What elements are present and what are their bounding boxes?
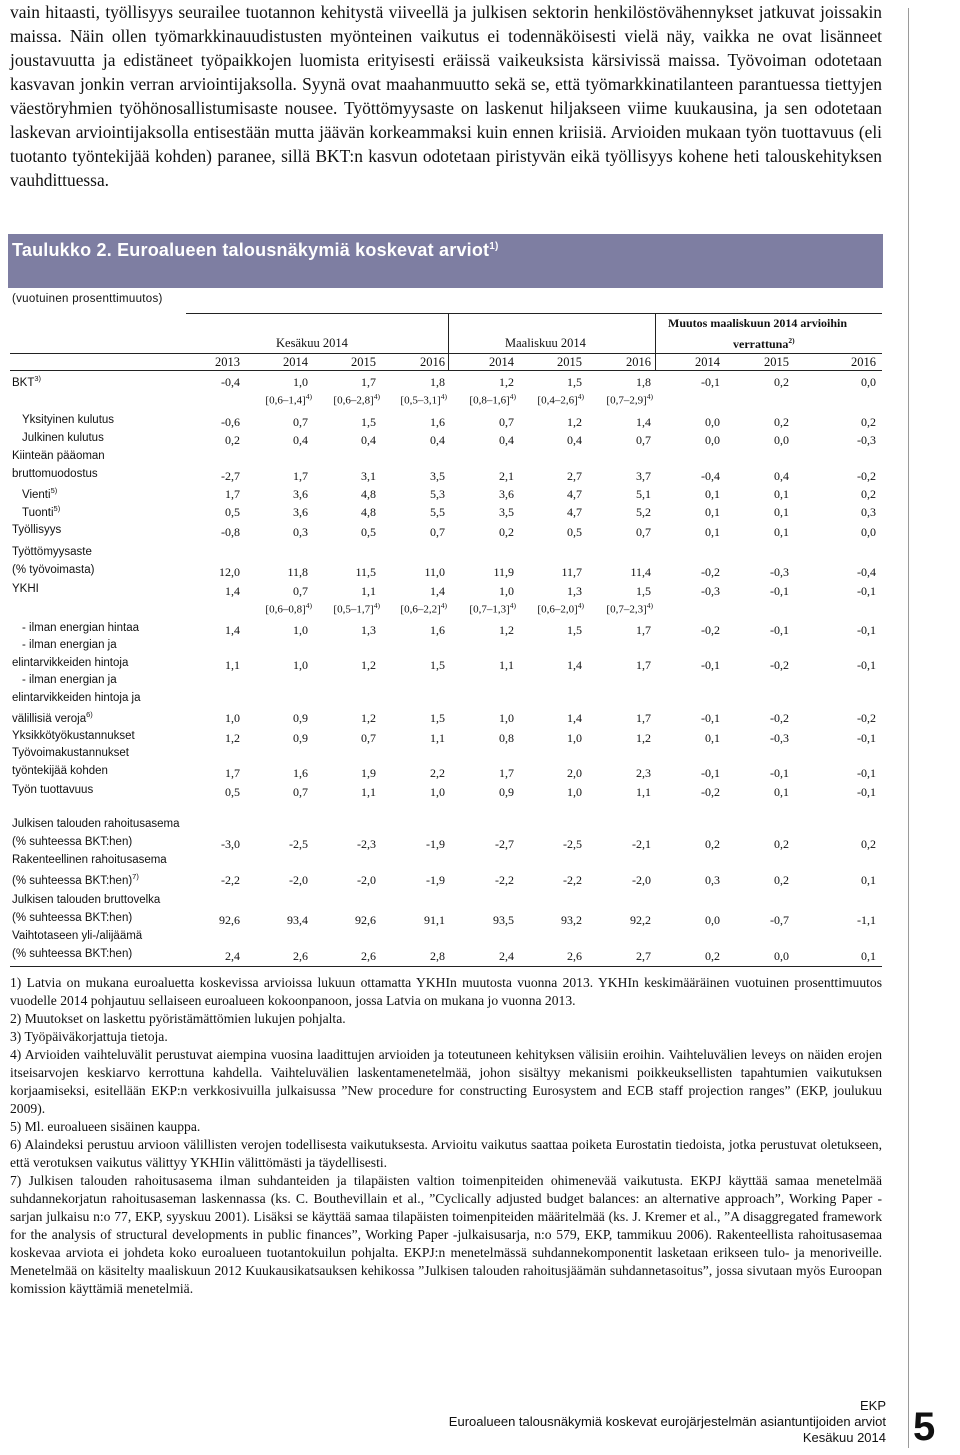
row-label: Työttömyysaste — [12, 546, 92, 558]
table-cell: 93,5 — [493, 913, 514, 927]
year-header: 2016 — [420, 355, 445, 369]
table-cell: 0,1 — [705, 505, 720, 519]
footnote: 7) Julkisen talouden rahoitusasema ilman suhdanteiden ja tilapäisten valtion toimenpiteiden ohimenevää vaikutusta. EKPJ käyttää samaa menetelmää suhdannekorjatun rahoitusaseman laskennassa (ks. C. Bouthevillain et al., ”Cyclically adjusted budget balances: an alternative approach”, Working Paper -sarjan julkaisu n:o 77, EKP, syyskuu 2001). Lisäksi se käyttää samaa tilapäisten toimenpiteiden määritelmää (ks. J. Kremer et al., ”A disaggregated framework for the analysis of structural developments in public finances”, Working Paper -julkaisusarja, n:o 579, EKP, tammikuu 2006). Rakenteellista rahoitusasemaa koskevaa arviota ei johdeta koko euroalueen tuotantokuilun pohjalta. EKPJ:n menetelmässä suhdannekomponentit lasketaan erikseen tulo- ja menoriveille. Menetelmää on käsitelty maaliskuun 2012 Kuukausikatsauksen kehikossa ”Julkisen talouden rahoitusjäämän suhdannetasoitus”, jossa sivutaan myös Euroopan komission käyttämiä menetelmiä. — [10, 1173, 882, 1296]
range-value: $[0,6-2,2]^{4)}$ — [400, 601, 447, 616]
group-header-muutos: Muutos maaliskuun 2014 arvioihin — [668, 316, 848, 330]
row-label: Vaihtotaseen yli-/alijäämä — [12, 930, 143, 942]
table-cell: 2,3 — [636, 766, 651, 780]
table-cell: 1,2 — [567, 415, 582, 429]
table-cell: 11,8 — [287, 565, 308, 579]
table-cell: -0,2 — [857, 711, 876, 725]
row-label: Julkinen kulutus — [22, 432, 104, 444]
footnote: 3) Työpäiväkorjattuja tietoja. — [10, 1029, 168, 1044]
table-cell: 93,4 — [287, 913, 308, 927]
footnote: 1) Latvia on mukana euroaluetta koskevissa arvioissa lukuun ottamatta YKHIn muutosta vuonna 2013. YKHIn keskimääräinen vuotuinen prosenttimuutos vuodelle 2014 pohjautuu sellaiseen euroalueen kokoonpanoon, jossa Latvia on mukana jo vuonna 2013. — [10, 975, 882, 1008]
range-value: $[0,6-1,4]^{4)}$ — [265, 392, 312, 407]
table-cell: 0,4 — [567, 433, 582, 447]
table-cell: 0,2 — [861, 837, 876, 851]
range-value: $[0,4-2,6]^{4)}$ — [537, 392, 584, 407]
row-label: YKHI — [12, 583, 39, 595]
table-cell: -2,0 — [289, 873, 308, 887]
year-header: 2014 — [283, 355, 308, 369]
table-cell: 1,5 — [567, 375, 582, 389]
table-cell: 3,7 — [636, 469, 651, 483]
table-bottom-rule — [10, 966, 882, 967]
footnote: 5) Ml. euroalueen sisäinen kauppa. — [10, 1119, 201, 1134]
table-cell: 93,2 — [561, 913, 582, 927]
table-cell: -0,2 — [701, 565, 720, 579]
table-cell: 0,2 — [225, 433, 240, 447]
table-cell: 11,7 — [561, 565, 582, 579]
year-header: 2016 — [626, 355, 651, 369]
range-value: $[0,7-2,3]^{4)}$ — [606, 601, 653, 616]
table-cell: 0,4 — [774, 469, 789, 483]
table-cell: 1,7 — [293, 469, 308, 483]
table-cell: 92,6 — [355, 913, 376, 927]
row-label: - ilman energian ja — [22, 674, 117, 686]
range-value: $[0,7-1,3]^{4)}$ — [469, 601, 516, 616]
table-cell: -1,9 — [426, 837, 445, 851]
table-cell: 2,2 — [430, 766, 445, 780]
table-cell: 1,0 — [430, 785, 445, 799]
footer-date: Kesäkuu 2014 — [802, 1430, 886, 1445]
table-cell: 1,7 — [225, 766, 240, 780]
table-cell: -2,2 — [221, 873, 240, 887]
table-cell: -2,0 — [357, 873, 376, 887]
table-cell: -0,1 — [701, 658, 720, 672]
table-subheader-rule — [10, 353, 882, 354]
table-cell: 0,2 — [705, 837, 720, 851]
table-cell: 3,6 — [293, 487, 308, 501]
table-cell: -0,1 — [770, 766, 789, 780]
table-cell: -0,2 — [770, 658, 789, 672]
table-cell: 0,5 — [225, 505, 240, 519]
year-header: 2014 — [489, 355, 514, 369]
table-cell: 1,8 — [636, 375, 651, 389]
table-cell: 5,5 — [430, 505, 445, 519]
table-cell: 1,7 — [225, 487, 240, 501]
table-cell: 0,7 — [430, 525, 445, 539]
table-cell: 4,7 — [567, 505, 582, 519]
row-label: (% työvoimasta) — [12, 564, 95, 576]
row-label: Julkisen talouden rahoitusasema — [12, 818, 180, 830]
footnote: 2) Muutokset on laskettu pyöristämättömien lukujen pohjalta. — [10, 1011, 346, 1026]
row-label: (% suhteessa BKT:hen) — [12, 948, 133, 960]
table-cell: 1,0 — [567, 731, 582, 745]
year-header: 2015 — [351, 355, 376, 369]
row-label: Yksityinen kulutus — [22, 414, 115, 426]
table-cell: 11,5 — [355, 565, 376, 579]
table-cell: 1,4 — [567, 658, 582, 672]
table-cell: -0,2 — [857, 469, 876, 483]
table-cell: 2,7 — [567, 469, 582, 483]
table-cell: -2,5 — [289, 837, 308, 851]
table-cell: -0,2 — [701, 623, 720, 637]
table-cell: 0,2 — [705, 949, 720, 963]
table-cell: 1,4 — [225, 623, 240, 637]
table-cell: 1,8 — [430, 375, 445, 389]
table-cell: -0,1 — [857, 584, 876, 598]
table-cell: 0,9 — [293, 731, 308, 745]
table-cell: 0,0 — [705, 433, 720, 447]
group-header-kesakuu: Kesäkuu 2014 — [276, 336, 348, 350]
table-cell: -0,4 — [221, 375, 240, 389]
row-label: työntekijää kohden — [12, 765, 108, 777]
table-cell: 1,0 — [293, 658, 308, 672]
row-label: elintarvikkeiden hintoja — [12, 657, 129, 669]
table-cell: -2,3 — [357, 837, 376, 851]
footnote: 6) Alaindeksi perustuu arvioon välillisten verojen todellisesta vaikutuksesta. Arvioitu vaikutus saattaa poiketa Eurostatin tiedoista, jotka perustuvat oletukseen, että verotuksen vaikutus välittyy YKHIin välittömästi ja täydellisesti. — [10, 1137, 882, 1170]
row-label: Kiinteän pääoman — [12, 450, 105, 462]
table-cell: 0,7 — [361, 731, 376, 745]
table-cell: 91,1 — [424, 913, 445, 927]
row-label: Työllisyys — [12, 524, 62, 536]
row-label: Työvoimakustannukset — [12, 747, 129, 759]
table-cell: 1,7 — [636, 658, 651, 672]
table-cell: 1,5 — [361, 415, 376, 429]
table-cell: 4,8 — [361, 505, 376, 519]
table-cell: 12,0 — [219, 565, 240, 579]
table-cell: 1,5 — [430, 658, 445, 672]
table-cell: 0,7 — [636, 433, 651, 447]
row-label: (% suhteessa BKT:hen)$^{7)}$ — [12, 872, 139, 887]
table-cell: 2,8 — [430, 949, 445, 963]
row-label: Julkisen talouden bruttovelka — [12, 894, 161, 906]
group-header-maaliskuu: Maaliskuu 2014 — [505, 336, 586, 350]
table-cell: 0,2 — [861, 415, 876, 429]
table-cell: -0,4 — [857, 565, 876, 579]
table-cell: -0,6 — [221, 415, 240, 429]
row-label: Rakenteellinen rahoitusasema — [12, 854, 167, 866]
table-cell: -0,1 — [857, 623, 876, 637]
table-cell: 3,6 — [293, 505, 308, 519]
table-cell: 0,0 — [861, 375, 876, 389]
table-cell: 1,4 — [567, 711, 582, 725]
table-header-rule — [10, 370, 882, 371]
table-cell: 4,8 — [361, 487, 376, 501]
table-cell: 0,0 — [774, 949, 789, 963]
table-cell: 0,1 — [774, 525, 789, 539]
footer-org: EKP — [859, 1398, 886, 1413]
table-cell: -2,7 — [495, 837, 514, 851]
table-cell: 0,1 — [774, 785, 789, 799]
table-cell: 0,0 — [861, 525, 876, 539]
table-cell: 0,7 — [636, 525, 651, 539]
table-cell: 0,3 — [861, 505, 876, 519]
table-cell: 3,5 — [430, 469, 445, 483]
row-label: (% suhteessa BKT:hen) — [12, 912, 133, 924]
table-cell: -0,4 — [701, 469, 720, 483]
table-cell: -0,1 — [857, 766, 876, 780]
table-cell: -2,5 — [563, 837, 582, 851]
table-cell: 1,1 — [361, 584, 376, 598]
table-cell: 0,9 — [499, 785, 514, 799]
table-cell: -1,9 — [426, 873, 445, 887]
page-number: 5 — [913, 1405, 936, 1449]
table-cell: 1,6 — [430, 415, 445, 429]
table-cell: 1,2 — [499, 623, 514, 637]
table-cell: 0,2 — [774, 415, 789, 429]
range-value: $[0,5-1,7]^{4)}$ — [333, 601, 380, 616]
range-value: $[0,6-2,8]^{4)}$ — [333, 392, 380, 407]
table-cell: 1,1 — [430, 731, 445, 745]
table-cell: -3,0 — [221, 837, 240, 851]
table-cell: 0,7 — [499, 415, 514, 429]
table-cell: -2,2 — [495, 873, 514, 887]
year-header: 2013 — [215, 355, 240, 369]
table-cell: 1,2 — [499, 375, 514, 389]
table-cell: 0,1 — [861, 949, 876, 963]
intro-paragraph: vain hitaasti, työllisyys seurailee tuotannon kehitystä viiveellä ja julkisen sektorin henkilöstövähennykset jatkuvat joissakin maissa. Näin ollen työmarkkinauudistusten myönteinen vaikutus ei todennäköisesti vielä näy, vaikka ne ovat lisänneet joustavuutta ja edistäneet työpaikkojen luomista erityisesti eräissä vaikeuksista kärsivissä maissa. Työvoiman odotetaan kasvavan jonkin verran arviointijaksolla. Syynä ovat maahanmuutto sekä se, että työmarkkinatilanteen parantuessa tiettyjen väestöryhmien työhönosallistumisaste nousee. Työttömyysaste on laskenut hiljakseen viime kuukausina, ja sen odotetaan laskevan arviointijaksolla entisestään mutta jäävän korkeammaksi kuin ennen kriisiä. Arvioiden mukaan työn tuottavuus (eli tuotanto työntekijää kohden) paranee, sillä BKT:n kasvun odotetaan piristyvän eikä työllisyys kohene heti talouskehityksen vauhdittuessa. — [10, 2, 882, 190]
table-cell: 0,1 — [861, 873, 876, 887]
table-cell: 2,1 — [499, 469, 514, 483]
table-cell: -0,3 — [701, 584, 720, 598]
table-cell: -0,2 — [701, 785, 720, 799]
table-cell: 5,3 — [430, 487, 445, 501]
table-cell: 5,2 — [636, 505, 651, 519]
footer-publication: Euroalueen talousnäkymiä koskevat eurojärjestelmän asiantuntijoiden arviot — [448, 1414, 886, 1429]
table-cell: 0,5 — [225, 785, 240, 799]
table-title-banner — [8, 234, 883, 288]
table-cell: 2,4 — [225, 949, 240, 963]
table-cell: 0,0 — [705, 913, 720, 927]
table-cell: 1,3 — [567, 584, 582, 598]
table-cell: 1,4 — [430, 584, 445, 598]
table-cell: 1,5 — [636, 584, 651, 598]
table-cell: 1,4 — [636, 415, 651, 429]
table-cell: 0,2 — [861, 487, 876, 501]
table-cell: 1,6 — [430, 623, 445, 637]
footnote: 4) Arvioiden vaihteluvälit perustuvat aiempina vuosina laadittujen arvioiden ja toteutuneen kehityksen välisiin eroihin. Vaihteluvälien leveys on näiden erojen itseisarvojen keskiarvo kerrottuna kahdella. Vaihteluvälien laskentamenetelmää, johon sisältyy mekanismi poikkeuksellisten tapahtumien vaikutuksen korjaamiseksi, esitellään EKP:n verkkosivuilla julkaisussa ”New procedure for constructing Eurosystem and ECB staff projection ranges” (EKP, joulukuu 2009). — [10, 1047, 882, 1116]
table-cell: 11,9 — [493, 565, 514, 579]
table-cell: 1,9 — [361, 766, 376, 780]
table-cell: 3,1 — [361, 469, 376, 483]
table-cell: 0,0 — [774, 433, 789, 447]
table-cell: 3,6 — [499, 487, 514, 501]
page-edge-rule — [908, 8, 909, 1448]
table-cell: -0,1 — [857, 785, 876, 799]
table-cell: 1,0 — [567, 785, 582, 799]
table-cell: 2,4 — [499, 949, 514, 963]
row-label: Työn tuottavuus — [12, 784, 94, 796]
range-value: $[0,8-1,6]^{4)}$ — [469, 392, 516, 407]
row-label: Vienti$^{5)}$ — [22, 486, 58, 501]
range-value: $[0,6-0,8]^{4)}$ — [265, 601, 312, 616]
table-cell: 1,0 — [499, 711, 514, 725]
table-cell: 2,7 — [636, 949, 651, 963]
table-cell: 0,7 — [293, 584, 308, 598]
range-value: $[0,5-3,1]^{4)}$ — [400, 392, 447, 407]
table-cell: -0,7 — [770, 913, 789, 927]
table-cell: -0,1 — [857, 658, 876, 672]
table-cell: 1,1 — [499, 658, 514, 672]
table-cell: 0,1 — [705, 525, 720, 539]
table-cell: 0,2 — [774, 873, 789, 887]
table-cell: 1,0 — [225, 711, 240, 725]
table-cell: -0,8 — [221, 525, 240, 539]
page-footer — [449, 1398, 886, 1446]
table-cell: -0,3 — [770, 731, 789, 745]
row-label: Yksikkötyökustannukset — [12, 730, 135, 742]
table-cell: 1,2 — [361, 658, 376, 672]
table-cell: 1,7 — [499, 766, 514, 780]
table-cell: -2,2 — [563, 873, 582, 887]
table-title-note: 1) — [489, 241, 499, 252]
table-cell: 0,5 — [361, 525, 376, 539]
table-cell: 1,1 — [225, 658, 240, 672]
table-cell: 1,2 — [225, 731, 240, 745]
table-cell: 0,3 — [293, 525, 308, 539]
table-cell: -0,3 — [857, 433, 876, 447]
table-cell: 5,1 — [636, 487, 651, 501]
table-cell: 2,6 — [293, 949, 308, 963]
column-divider — [448, 313, 449, 370]
table-cell: -0,1 — [701, 375, 720, 389]
table-cell: 1,5 — [430, 711, 445, 725]
row-label: Tuonti$^{5)}$ — [22, 504, 61, 519]
table-cell: 1,2 — [636, 731, 651, 745]
table-cell: -0,1 — [770, 584, 789, 598]
table-cell: 1,0 — [499, 584, 514, 598]
table-cell: 1,1 — [636, 785, 651, 799]
footnotes — [10, 974, 882, 1298]
table-cell: 1,6 — [293, 766, 308, 780]
table-cell: 3,5 — [499, 505, 514, 519]
table-top-rule — [186, 313, 882, 314]
table-cell: 0,2 — [774, 375, 789, 389]
table-cell: 0,4 — [361, 433, 376, 447]
column-divider — [655, 313, 656, 370]
table-cell: -0,1 — [701, 711, 720, 725]
table-cell: 4,7 — [567, 487, 582, 501]
table-cell: -0,2 — [770, 711, 789, 725]
table-title: Taulukko 2. Euroalueen talousnäkymiä koskevat arviot$^{1)}$ — [12, 240, 499, 260]
row-label: bruttomuodostus — [12, 468, 98, 480]
table-cell: 1,3 — [361, 623, 376, 637]
table-cell: -2,0 — [632, 873, 651, 887]
table-cell: 0,1 — [705, 487, 720, 501]
table-cell: 1,2 — [361, 711, 376, 725]
table-cell: 1,4 — [225, 584, 240, 598]
table-cell: 1,0 — [293, 375, 308, 389]
table-cell: 0,3 — [705, 873, 720, 887]
table-cell: 2,6 — [567, 949, 582, 963]
row-label: elintarvikkeiden hintoja ja — [12, 692, 141, 704]
table-cell: 0,1 — [774, 505, 789, 519]
table-cell: 92,2 — [630, 913, 651, 927]
table-cell: 0,4 — [499, 433, 514, 447]
row-label: - ilman energian ja — [22, 639, 117, 651]
table-cell: 0,1 — [705, 731, 720, 745]
table-cell: 1,5 — [567, 623, 582, 637]
table-cell: 0,7 — [293, 415, 308, 429]
row-label: - ilman energian hintaa — [22, 622, 139, 634]
table-cell: 11,0 — [424, 565, 445, 579]
year-header: 2014 — [695, 355, 720, 369]
table-cell: 0,4 — [430, 433, 445, 447]
table-cell: 1,7 — [361, 375, 376, 389]
table-cell: 0,2 — [774, 837, 789, 851]
table-cell: 0,7 — [293, 785, 308, 799]
table-cell: 1,0 — [293, 623, 308, 637]
table-cell: -2,1 — [632, 837, 651, 851]
row-label: välillisiä veroja$^{6)}$ — [12, 710, 93, 725]
table-cell: 0,9 — [293, 711, 308, 725]
table-cell: 92,6 — [219, 913, 240, 927]
table-cell: -0,1 — [701, 766, 720, 780]
table-cell: 0,4 — [293, 433, 308, 447]
table-cell: 2,6 — [361, 949, 376, 963]
table-cell: 0,8 — [499, 731, 514, 745]
table-cell: 0,0 — [705, 415, 720, 429]
table-cell: 0,2 — [499, 525, 514, 539]
row-label: (% suhteessa BKT:hen) — [12, 836, 133, 848]
year-header: 2015 — [764, 355, 789, 369]
table-cell: -0,1 — [770, 623, 789, 637]
table-cell: -0,3 — [770, 565, 789, 579]
table-cell: 2,0 — [567, 766, 582, 780]
year-header: 2015 — [557, 355, 582, 369]
row-label: BKT$^{3)}$ — [12, 374, 42, 389]
table-unit: (vuotuinen prosenttimuutos) — [12, 293, 163, 305]
group-header-muutos: verrattuna$^{2)}$ — [733, 336, 795, 351]
range-value: $[0,6-2,0]^{4)}$ — [537, 601, 584, 616]
table-cell: 1,1 — [361, 785, 376, 799]
table-cell: 0,5 — [567, 525, 582, 539]
range-value: $[0,7-2,9]^{4)}$ — [606, 392, 653, 407]
year-header: 2016 — [851, 355, 876, 369]
table-cell: 1,7 — [636, 711, 651, 725]
table-cell: -1,1 — [857, 913, 876, 927]
table-cell: 11,4 — [630, 565, 651, 579]
table-cell: -0,1 — [857, 731, 876, 745]
table-cell: 1,7 — [636, 623, 651, 637]
table-cell: -2,7 — [221, 469, 240, 483]
table-cell: 0,1 — [774, 487, 789, 501]
